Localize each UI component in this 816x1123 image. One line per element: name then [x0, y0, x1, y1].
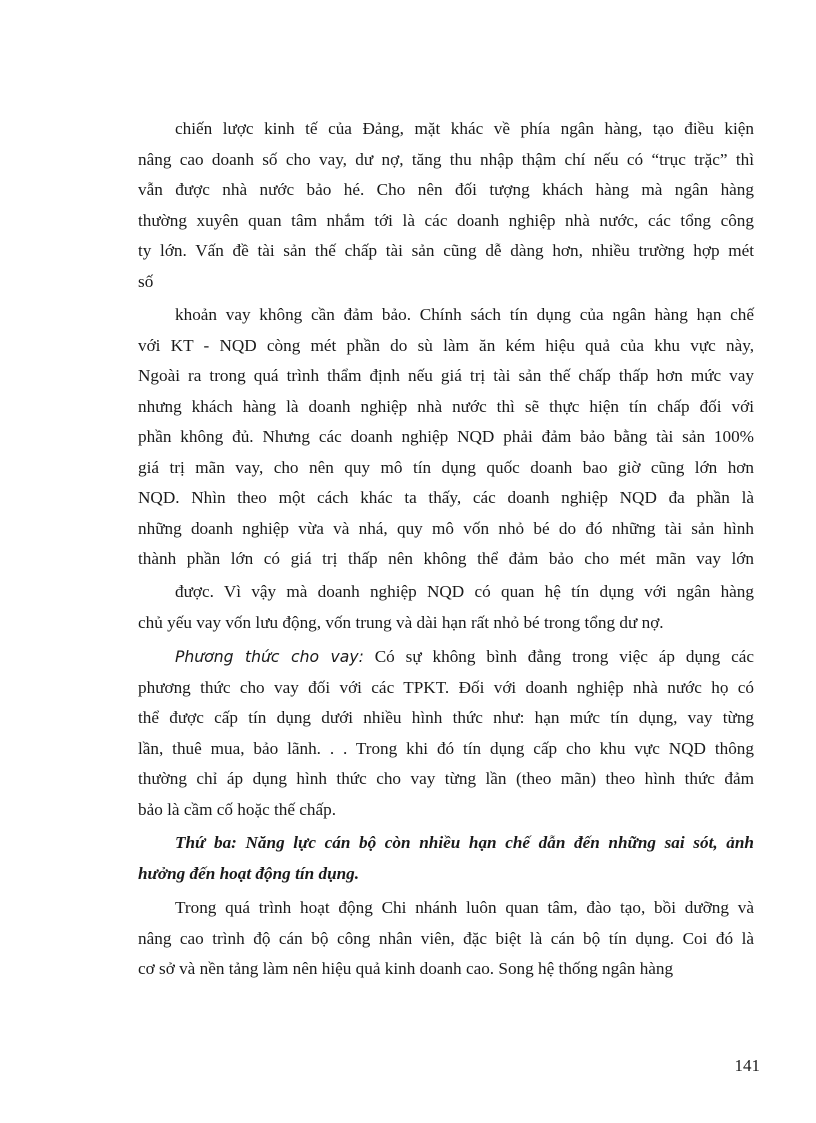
text-line: vẫn được nhà nước bảo hé. Cho nên đối tượng khách hàng mà ngân hàng	[138, 180, 754, 199]
text-line: khoản vay không cần đảm bảo. Chính sách tín dụng của ngân hàng hạn chế	[175, 305, 754, 324]
text-line: Ngoài ra trong quá trình thẩm định nếu giá trị tài sản thế chấp thấp hơn mức vay	[138, 366, 754, 385]
text-line: được. Vì vậy mà doanh nghiệp NQD có quan hệ tín dụng với ngân hàng	[175, 582, 754, 601]
paragraph-3	[138, 577, 754, 638]
text-line: Trong quá trình hoạt động Chi nhánh luôn quan tâm, đào tạo, bồi dưỡng và	[175, 898, 754, 917]
text-line: phần không đủ. Nhưng các doanh nghiệp NQD phải đảm bảo bằng tài sản 100%	[138, 427, 754, 446]
text-line	[138, 642, 754, 673]
text-line: lần, thuê mua, bảo lãnh. . . Trong khi đó tín dụng cấp cho khu vực NQD thông	[138, 738, 754, 758]
text-line: giá trị mãn vay, cho nên quy mô tín dụng quốc doanh bao giờ cũng lớn hơn	[138, 457, 754, 477]
text-line: phương thức cho vay đối với các TPKT. Đối với doanh nghiệp nhà nước họ có	[138, 677, 754, 697]
lead-rest: Có sự không bình đẳng trong việc áp dụng các	[363, 647, 754, 666]
text-line: ty lớn. Vấn đề tài sản thế chấp tài sản cũng dễ dàng hơn, nhiều trường hợp mét	[138, 241, 754, 260]
text-line: thành phần lớn có giá trị thấp nên không thể đảm bảo cho mét mãn vay lớn	[138, 549, 754, 568]
text-line: nâng cao doanh số cho vay, dư nợ, tăng thu nhập thậm chí nếu có “trục trặc” thì	[138, 149, 754, 169]
page-number: 141	[734, 1056, 760, 1075]
text-line: thường xuyên quan tâm nhắm tới là các doanh nghiệp nhà nước, các tổng công	[138, 210, 754, 230]
text-line: chủ yếu vay vốn lưu động, vốn trung và dài hạn rất nhỏ bé trong tổng dư nợ.	[138, 612, 664, 632]
text-line: với KT - NQD còng mét phần do sù làm ăn kém hiệu quả của khu vực này,	[138, 335, 754, 355]
paragraph-5	[138, 893, 754, 985]
text-line: thể được cấp tín dụng dưới nhiều hình thức như: hạn mức tín dụng, vay từng	[138, 708, 754, 727]
text-line: những doanh nghiệp vừa và nhá, quy mô vốn nhỏ bé do đó những tài sản hình	[138, 518, 754, 538]
text-line: NQD. Nhìn theo một cách khác ta thấy, các doanh nghiệp NQD đa phần là	[138, 488, 754, 507]
section-heading	[138, 828, 754, 889]
text-line: Thứ ba: Năng lực cán bộ còn nhiều hạn chế dẫn đến những sai sót, ảnh	[175, 833, 754, 852]
text-line: bảo là cầm cố hoặc thế chấp.	[138, 799, 337, 819]
paragraph-2	[138, 300, 754, 575]
text-line: thường chỉ áp dụng hình thức cho vay từng lần (theo mãn) theo hình thức đảm	[138, 769, 754, 788]
text-line: hưởng đến hoạt động tín dụng.	[138, 863, 360, 883]
text-line: số	[138, 271, 154, 291]
text-line: cơ sở và nền tảng làm nên hiệu quả kinh doanh cao. Song hệ thống ngân hàng	[138, 959, 674, 978]
paragraph-1	[138, 114, 754, 297]
text-line: chiến lược kinh tế của Đảng, mặt khác về phía ngân hàng, tạo điều kiện	[175, 119, 754, 138]
paragraph-4	[138, 642, 754, 825]
text-line: nâng cao trình độ cán bộ công nhân viên, đặc biệt là cán bộ tín dụng. Coi đó là	[138, 928, 754, 948]
italic-lead: Phương thức cho vay:	[175, 648, 364, 666]
text-line: nhưng khách hàng là doanh nghiệp nhà nước thì sẽ thực hiện tín chấp đối với	[138, 396, 754, 416]
